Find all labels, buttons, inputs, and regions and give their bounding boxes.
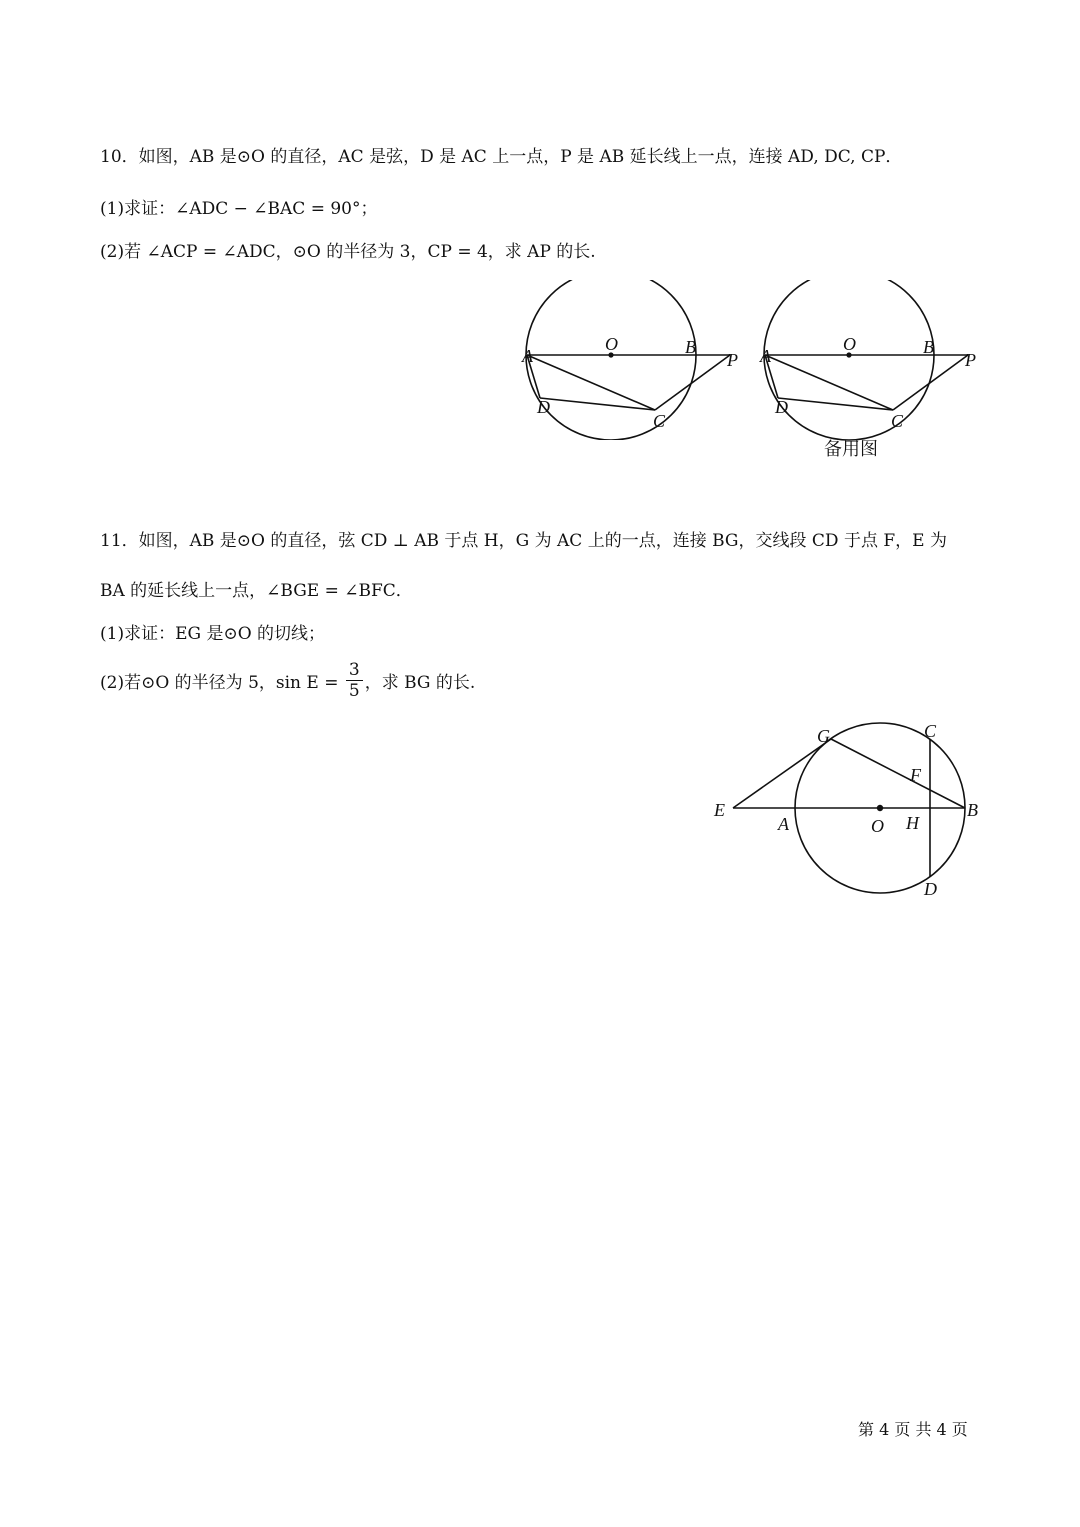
q10-spare-label-P: P (965, 350, 976, 370)
q10-label-B: B (685, 337, 696, 357)
q10-spare-label-D: D (775, 397, 788, 417)
q10-spare-caption: 备用图 (824, 439, 878, 460)
q11-stem-line2: BA 的延长线上一点，∠BGE = ∠BFC． (100, 581, 413, 601)
q11-label-D: D (924, 879, 937, 899)
q11-label-G: G (817, 726, 830, 746)
q10-label-A: A (522, 346, 533, 366)
sin-fraction: $\frac{3}{5}$ (346, 660, 363, 701)
q10-label-C: C (653, 411, 666, 431)
q11-label-A: A (778, 814, 789, 834)
q10-spare-label-B: B (923, 337, 934, 357)
q11-label-E: E (714, 800, 725, 820)
q11-stem-line1: 11．如图，AB 是⊙O 的直径，弦 CD ⊥ AB 于点 H，G 为 AC 上的一点，连接 BG，交线段 CD 于点 F，E 为 (100, 531, 947, 551)
q11-label-O: O (871, 816, 884, 836)
q10-spare-label-C: C (891, 411, 904, 431)
q10-part1: (1)求证：∠ADC − ∠BAC = 90°； (100, 199, 378, 219)
page-footer: 第 4 页 共 4 页 (858, 1420, 968, 1439)
q11-label-F: F (910, 765, 921, 785)
q11-figure (705, 715, 1005, 905)
q10-stem: 10．如图，AB 是⊙O 的直径，AC 是弦，D 是 AC 上一点，P 是 AB 延长线上一点，连接 AD, DC, CP． (100, 147, 903, 167)
q11-part2: (2)若⊙O 的半径为 5，sin E = $\frac{3}{5}$ ，求 BG 的长. (100, 660, 476, 701)
q10-spare-figure (755, 280, 995, 465)
q11-label-B: B (967, 800, 978, 820)
q10-spare-label-A: A (760, 346, 771, 366)
q10-spare-label-O: O (843, 334, 856, 354)
q10-label-P: P (727, 350, 738, 370)
q10-part2: (2)若 ∠ACP = ∠ADC，⊙O 的半径为 3，CP = 4，求 AP 的长. (100, 242, 596, 262)
q10-label-O: O (605, 334, 618, 354)
q11-label-C: C (924, 721, 937, 741)
q10-figure (515, 280, 755, 440)
q11-part1: (1)求证：EG 是⊙O 的切线； (100, 624, 326, 644)
q10-label-D: D (537, 397, 550, 417)
q11-label-H: H (906, 813, 919, 833)
